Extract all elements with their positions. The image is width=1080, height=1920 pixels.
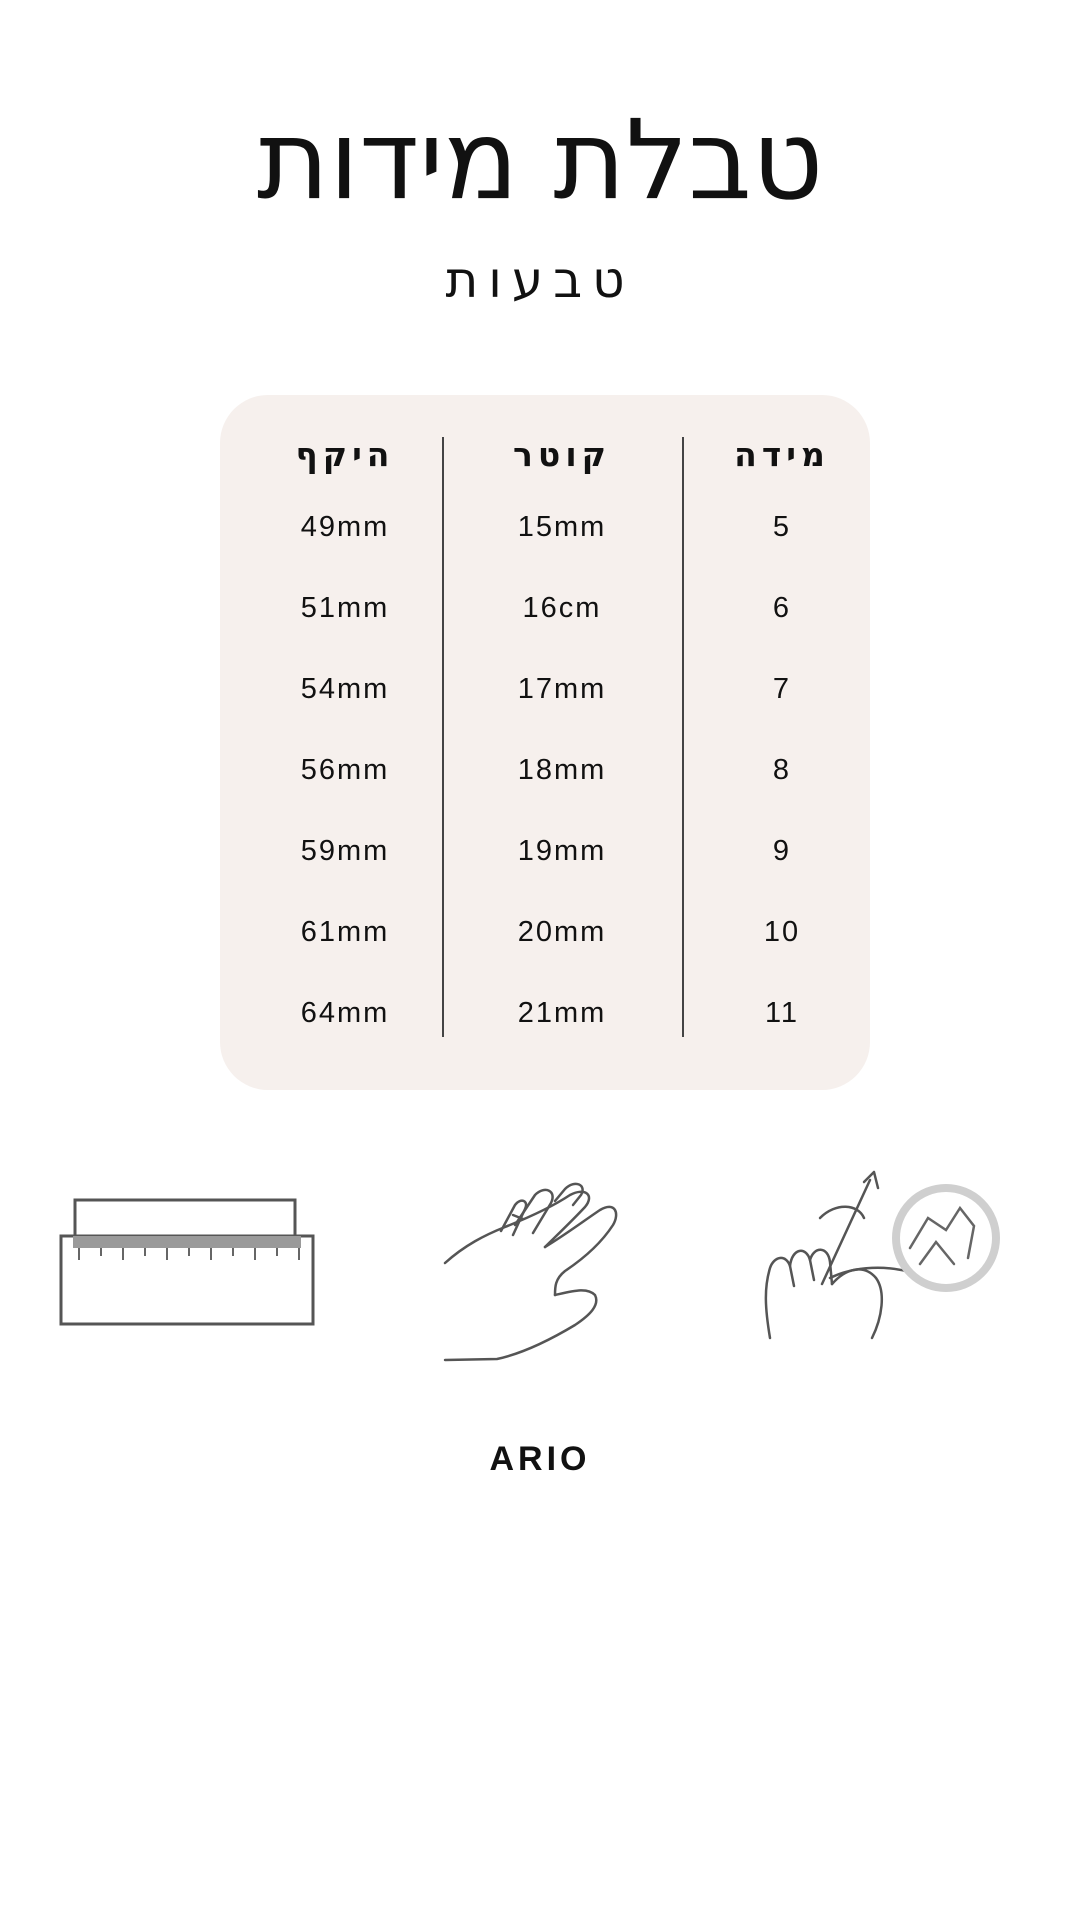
circumference-cell: 61mm — [300, 916, 390, 948]
diameter-cell: 19mm — [517, 835, 607, 867]
size-cell: 7 — [772, 673, 792, 705]
circumference-cell: 54mm — [300, 673, 390, 705]
circumference-column — [220, 425, 470, 1054]
measuring-illustrations — [0, 1150, 1080, 1370]
page-title: טבלת מידות — [256, 96, 824, 224]
size-cell: 10 — [763, 916, 801, 948]
prohibited-icon — [896, 1188, 996, 1288]
diameter-column-header: קוטר — [513, 435, 611, 474]
size-cell: 9 — [772, 835, 792, 867]
diameter-cell: 16cm — [522, 592, 602, 624]
diameter-cell: 18mm — [517, 754, 607, 786]
diameter-cell: 17mm — [517, 673, 607, 705]
circumference-cell: 51mm — [300, 592, 390, 624]
circumference-column-header: היקף — [295, 435, 395, 474]
size-cell: 6 — [772, 592, 792, 624]
diameter-cell: 20mm — [517, 916, 607, 948]
circumference-cell: 64mm — [300, 997, 390, 1029]
circumference-cell: 56mm — [300, 754, 390, 786]
diameter-column — [442, 425, 682, 1054]
ruler-illustration — [55, 1190, 325, 1340]
diameter-cell: 21mm — [517, 997, 607, 1029]
circumference-cell: 59mm — [300, 835, 390, 867]
circumference-cell: 49mm — [300, 511, 390, 543]
hand-illustration — [405, 1165, 635, 1365]
brand-logo: ARIO — [489, 1440, 591, 1478]
size-table — [220, 395, 870, 1090]
size-column — [682, 425, 882, 1054]
string-wrap-illustration — [760, 1168, 1000, 1348]
size-column-header: מידה — [734, 435, 830, 474]
diameter-cell: 15mm — [517, 511, 607, 543]
size-cell: 5 — [772, 511, 792, 543]
size-cell: 11 — [764, 997, 800, 1029]
page-subtitle: טבעות — [445, 251, 635, 309]
size-cell: 8 — [772, 754, 792, 786]
